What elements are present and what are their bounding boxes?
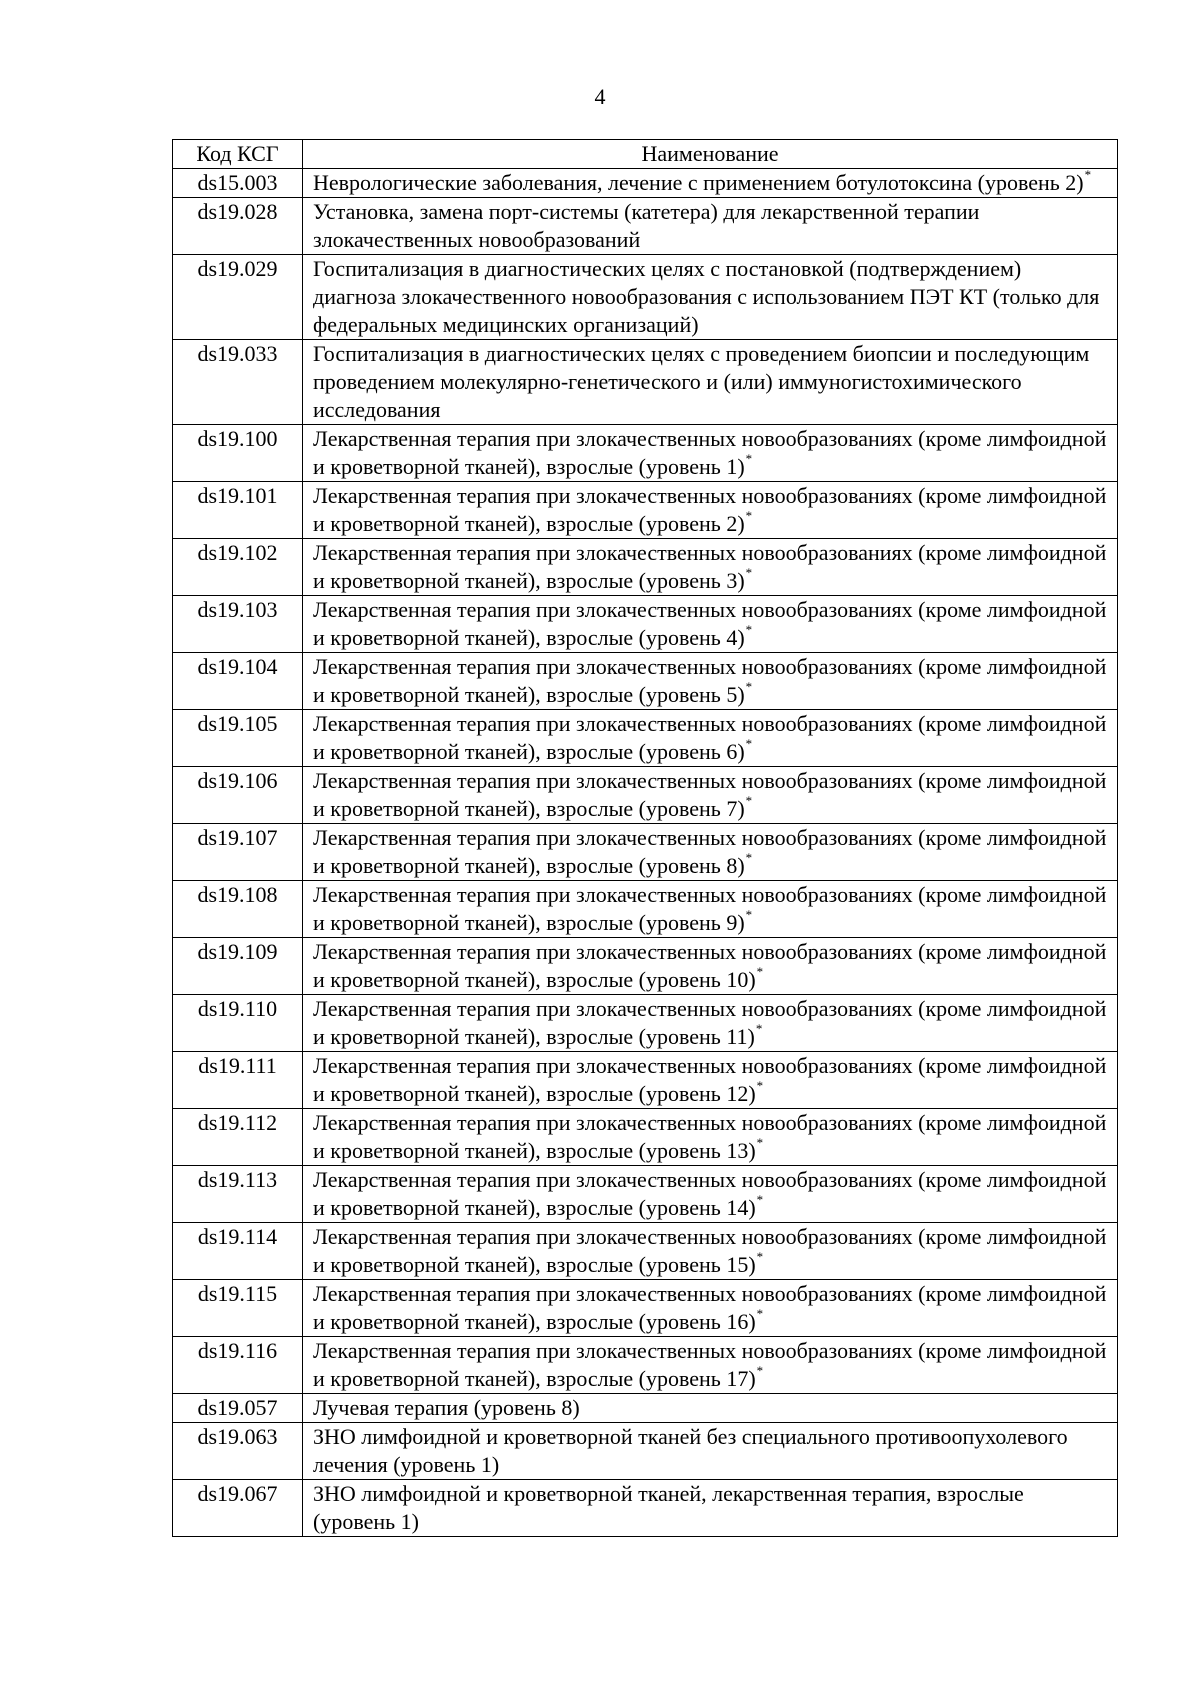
ksg-name: Лекарственная терапия при злокачественных новообразованиях (кроме лимфоидной и кроветворной тканей), взрослые (уровень 8) — [313, 825, 1107, 878]
ksg-name: Лекарственная терапия при злокачественных новообразованиях (кроме лимфоидной и кроветворной тканей), взрослые (уровень 5) — [313, 654, 1107, 707]
ksg-name-cell — [303, 767, 1118, 824]
ksg-name-cell — [303, 1223, 1118, 1280]
ksg-name-cell — [303, 1394, 1118, 1423]
ksg-name-cell — [303, 653, 1118, 710]
ksg-name-cell — [303, 710, 1118, 767]
ksg-code: ds19.105 — [173, 710, 303, 767]
ksg-name-cell — [303, 539, 1118, 596]
footnote-asterisk: * — [745, 507, 753, 523]
ksg-name: Госпитализация в диагностических целях с проведением биопсии и последующим проведением молекулярно-генетического и (или) иммуногистохимического исследования — [313, 341, 1090, 422]
footnote-asterisk: * — [756, 963, 764, 979]
ksg-name-cell — [303, 824, 1118, 881]
table-row — [173, 1223, 1118, 1280]
table-row — [173, 653, 1118, 710]
ksg-name-cell — [303, 425, 1118, 482]
ksg-code: ds19.109 — [173, 938, 303, 995]
ksg-name-cell — [303, 938, 1118, 995]
table-header — [173, 140, 1118, 169]
table-row — [173, 824, 1118, 881]
ksg-name-cell — [303, 340, 1118, 425]
table-row — [173, 169, 1118, 198]
ksg-name-cell — [303, 1280, 1118, 1337]
ksg-name-cell — [303, 166, 1118, 198]
table-row — [173, 539, 1118, 596]
ksg-name: Лекарственная терапия при злокачественных новообразованиях (кроме лимфоидной и кроветворной тканей), взрослые (уровень 14) — [313, 1167, 1107, 1220]
ksg-code: ds19.101 — [173, 482, 303, 539]
ksg-code: ds19.104 — [173, 653, 303, 710]
ksg-name-cell — [303, 881, 1118, 938]
ksg-code: ds19.112 — [173, 1109, 303, 1166]
ksg-name: ЗНО лимфоидной и кроветворной тканей, лекарственная терапия, взрослые (уровень 1) — [313, 1481, 1024, 1534]
footnote-asterisk: * — [745, 849, 753, 865]
footnote-asterisk: * — [745, 735, 753, 751]
ksg-name: Лекарственная терапия при злокачественных новообразованиях (кроме лимфоидной и кроветворной тканей), взрослые (уровень 3) — [313, 540, 1107, 593]
ksg-name-cell — [303, 1052, 1118, 1109]
ksg-code: ds19.033 — [173, 340, 303, 425]
ksg-name-cell — [303, 1480, 1118, 1537]
ksg-name: Лекарственная терапия при злокачественных новообразованиях (кроме лимфоидной и кроветворной тканей), взрослые (уровень 2) — [313, 483, 1107, 536]
table-body — [173, 166, 1118, 1537]
table-row — [173, 198, 1118, 255]
ksg-code: ds19.108 — [173, 881, 303, 938]
table-row — [173, 1280, 1118, 1337]
table-row — [173, 710, 1118, 767]
ksg-name-cell — [303, 198, 1118, 255]
table-row — [173, 1423, 1118, 1480]
ksg-code: ds19.067 — [173, 1480, 303, 1537]
ksg-table — [172, 139, 1118, 1537]
table-row — [173, 938, 1118, 995]
footnote-asterisk: * — [756, 1134, 764, 1150]
table-row — [173, 340, 1118, 425]
table-row — [173, 482, 1118, 539]
table-row — [173, 255, 1118, 340]
table-row — [173, 1337, 1118, 1394]
ksg-name: Лекарственная терапия при злокачественных новообразованиях (кроме лимфоидной и кроветворной тканей), взрослые (уровень 15) — [313, 1224, 1107, 1277]
footnote-asterisk: * — [756, 1305, 764, 1321]
ksg-code: ds19.106 — [173, 767, 303, 824]
footnote-asterisk: * — [745, 564, 753, 580]
header-name: Наименование — [303, 140, 1118, 169]
footnote-asterisk: * — [755, 1020, 763, 1036]
header-row — [173, 140, 1118, 169]
table-row — [173, 881, 1118, 938]
ksg-code: ds19.107 — [173, 824, 303, 881]
page-number: 4 — [594, 84, 606, 109]
ksg-code: ds19.103 — [173, 596, 303, 653]
ksg-code: ds19.116 — [173, 1337, 303, 1394]
ksg-name-cell — [303, 1109, 1118, 1166]
ksg-code: ds19.111 — [173, 1052, 303, 1109]
ksg-name: Лекарственная терапия при злокачественных новообразованиях (кроме лимфоидной и кроветворной тканей), взрослые (уровень 10) — [313, 939, 1107, 992]
ksg-name: Лекарственная терапия при злокачественных новообразованиях (кроме лимфоидной и кроветворной тканей), взрослые (уровень 17) — [313, 1338, 1107, 1391]
ksg-code: ds19.063 — [173, 1423, 303, 1480]
ksg-name-cell — [303, 1423, 1118, 1480]
ksg-code: ds19.057 — [173, 1394, 303, 1423]
footnote-asterisk: * — [745, 450, 753, 466]
ksg-name: Госпитализация в диагностических целях с постановкой (подтверждением) диагноза злокачественного новообразования с использованием ПЭТ КТ (только для федеральных медицинских организаций) — [313, 256, 1100, 337]
table-row — [173, 425, 1118, 482]
ksg-code: ds15.003 — [173, 169, 303, 198]
table-row — [173, 767, 1118, 824]
ksg-name: Лекарственная терапия при злокачественных новообразованиях (кроме лимфоидной и кроветворной тканей), взрослые (уровень 11) — [313, 996, 1107, 1049]
ksg-name: Лекарственная терапия при злокачественных новообразованиях (кроме лимфоидной и кроветворной тканей), взрослые (уровень 7) — [313, 768, 1107, 821]
ksg-name: ЗНО лимфоидной и кроветворной тканей без специального противоопухолевого лечения (уровень 1) — [313, 1424, 1068, 1477]
ksg-code: ds19.100 — [173, 425, 303, 482]
table-row — [173, 995, 1118, 1052]
ksg-name-cell — [303, 255, 1118, 340]
ksg-name: Лекарственная терапия при злокачественных новообразованиях (кроме лимфоидной и кроветворной тканей), взрослые (уровень 1) — [313, 426, 1107, 479]
table-row — [173, 1052, 1118, 1109]
table-row — [173, 1109, 1118, 1166]
ksg-code: ds19.115 — [173, 1280, 303, 1337]
ksg-name: Лекарственная терапия при злокачественных новообразованиях (кроме лимфоидной и кроветворной тканей), взрослые (уровень 13) — [313, 1110, 1107, 1163]
ksg-code: ds19.028 — [173, 198, 303, 255]
ksg-code: ds19.102 — [173, 539, 303, 596]
table-row — [173, 596, 1118, 653]
footnote-asterisk: * — [756, 1191, 764, 1207]
ksg-name: Лекарственная терапия при злокачественных новообразованиях (кроме лимфоидной и кроветворной тканей), взрослые (уровень 12) — [313, 1053, 1107, 1106]
ksg-code: ds19.110 — [173, 995, 303, 1052]
ksg-name: Лекарственная терапия при злокачественных новообразованиях (кроме лимфоидной и кроветворной тканей), взрослые (уровень 6) — [313, 711, 1107, 764]
footnote-asterisk: * — [1084, 166, 1092, 182]
header-code: Код КСГ — [173, 140, 303, 169]
ksg-name: Установка, замена порт-системы (катетера) для лекарственной терапии злокачественных новообразований — [313, 199, 980, 252]
footnote-asterisk: * — [756, 1362, 764, 1378]
ksg-name-cell — [303, 1337, 1118, 1394]
table-row — [173, 1480, 1118, 1537]
footnote-asterisk: * — [745, 906, 753, 922]
ksg-name: Лекарственная терапия при злокачественных новообразованиях (кроме лимфоидной и кроветворной тканей), взрослые (уровень 9) — [313, 882, 1107, 935]
footnote-asterisk: * — [756, 1077, 764, 1093]
footnote-asterisk: * — [745, 792, 753, 808]
ksg-name-cell — [303, 1166, 1118, 1223]
ksg-code: ds19.029 — [173, 255, 303, 340]
ksg-name: Неврологические заболевания, лечение с применением ботулотоксина (уровень 2) — [313, 170, 1084, 195]
ksg-name-cell — [303, 482, 1118, 539]
footnote-asterisk: * — [756, 1248, 764, 1264]
ksg-name: Лучевая терапия (уровень 8) — [313, 1395, 580, 1420]
ksg-name: Лекарственная терапия при злокачественных новообразованиях (кроме лимфоидной и кроветворной тканей), взрослые (уровень 4) — [313, 597, 1107, 650]
ksg-code: ds19.113 — [173, 1166, 303, 1223]
table-row — [173, 1394, 1118, 1423]
footnote-asterisk: * — [745, 678, 753, 694]
table-row — [173, 1166, 1118, 1223]
footnote-asterisk: * — [745, 621, 753, 637]
ksg-name-cell — [303, 995, 1118, 1052]
ksg-name: Лекарственная терапия при злокачественных новообразованиях (кроме лимфоидной и кроветворной тканей), взрослые (уровень 16) — [313, 1281, 1107, 1334]
ksg-code: ds19.114 — [173, 1223, 303, 1280]
ksg-name-cell — [303, 596, 1118, 653]
